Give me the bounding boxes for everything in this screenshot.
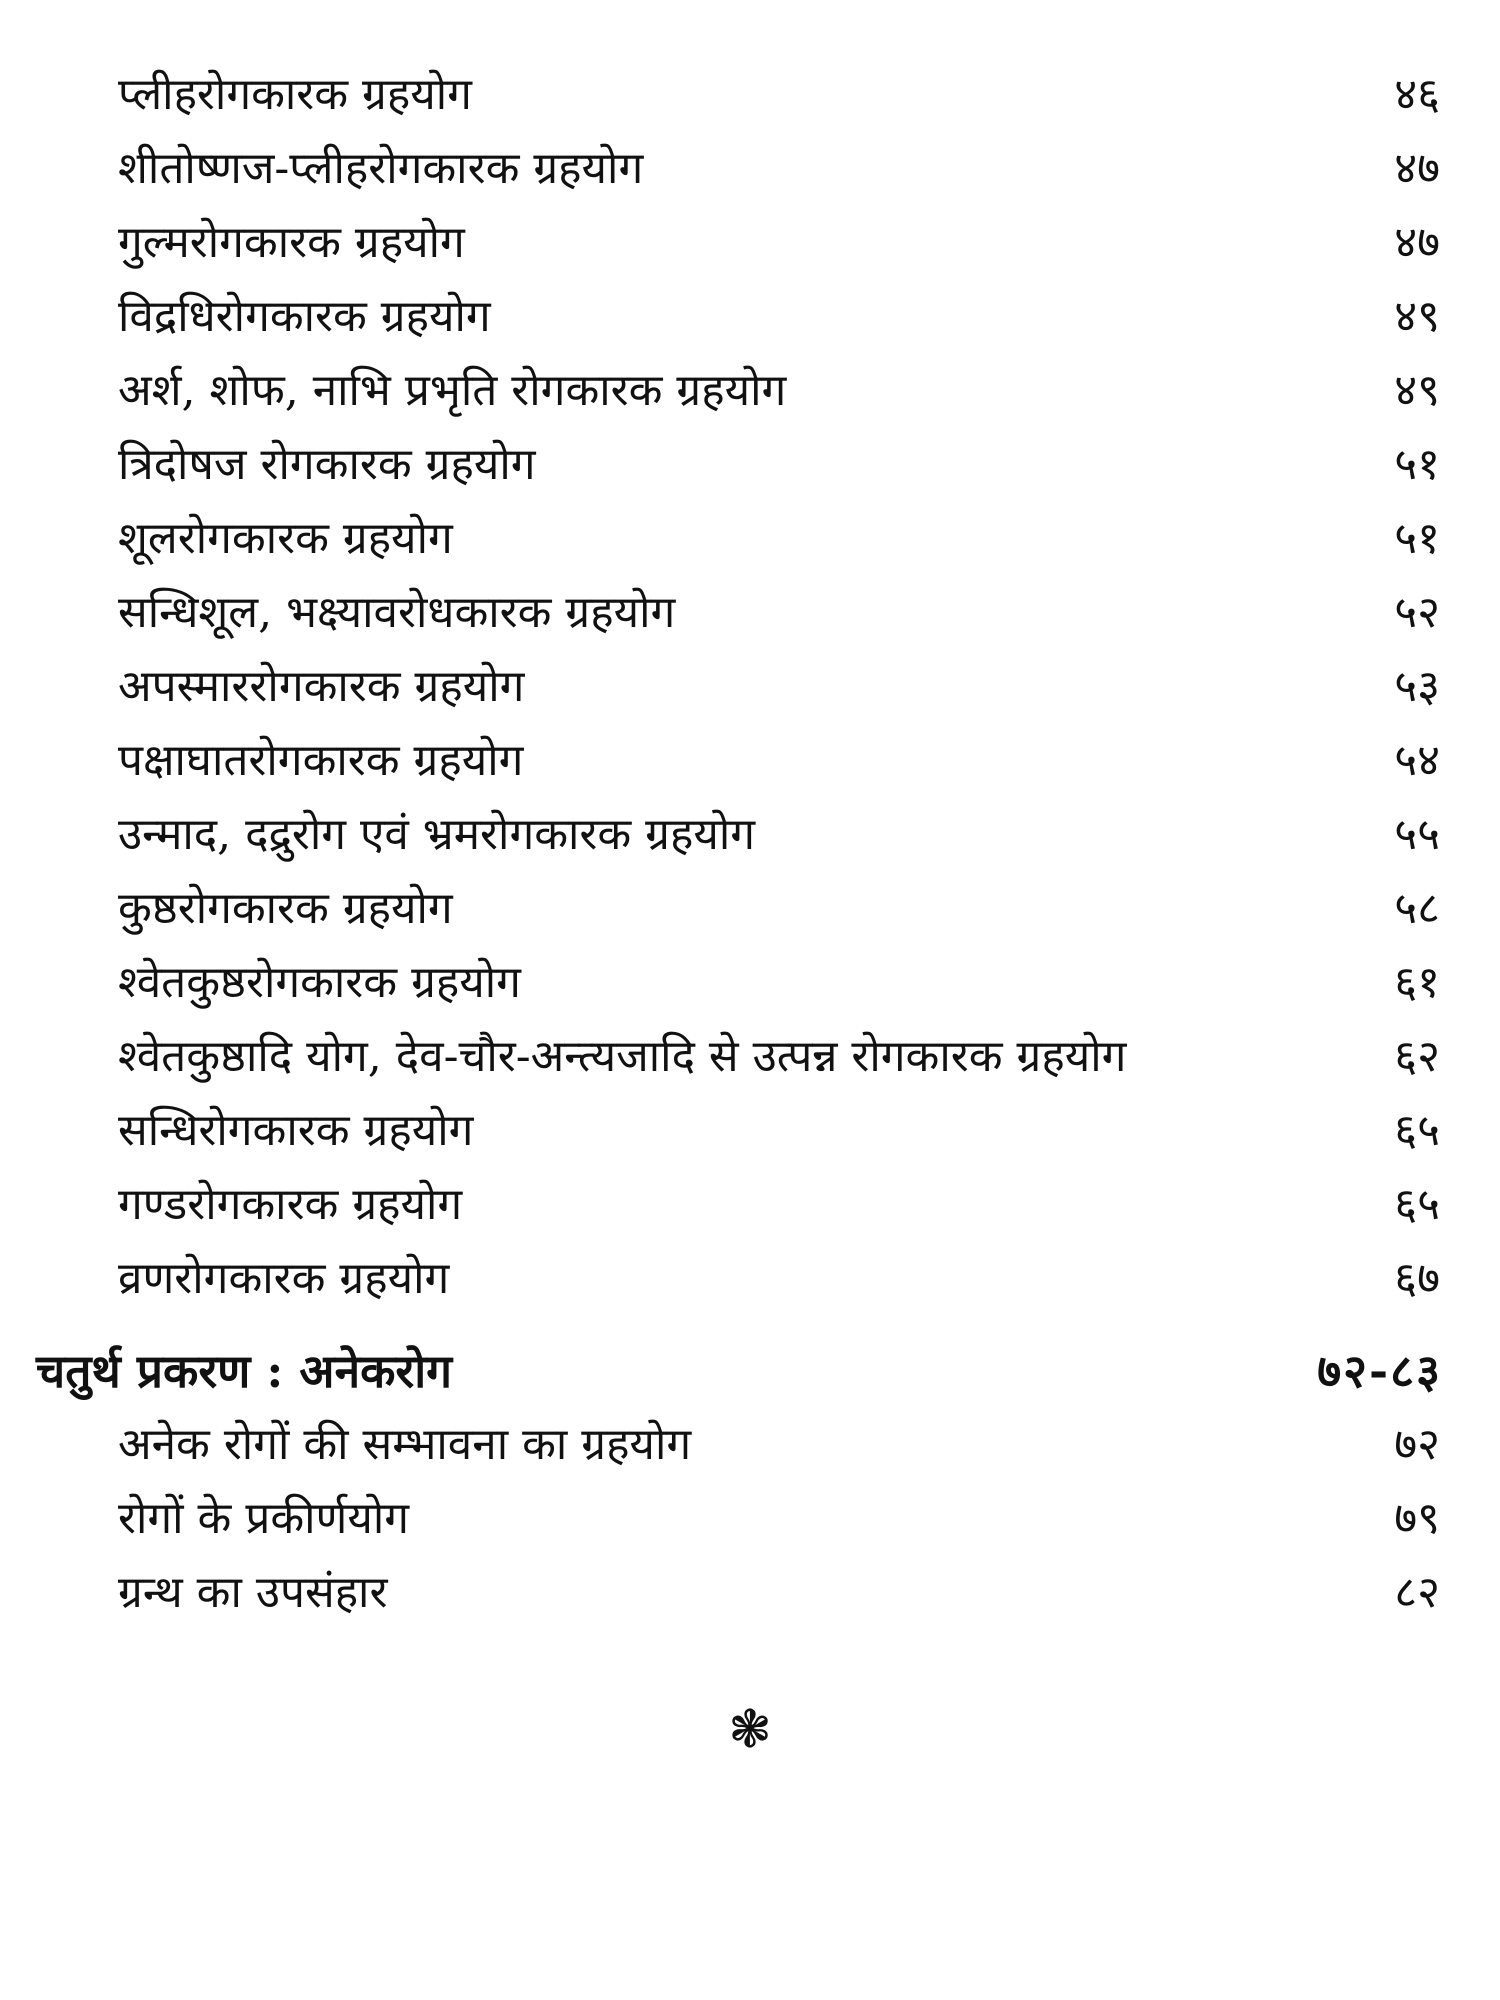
toc-entry-title: श्वेतकुष्ठादि योग, देव-चौर-अन्त्यजादि से उत्पन्न रोगकारक ग्रहयोग (118, 1031, 1127, 1082)
toc-entry-title: प्लीहरोगकारक ग्रहयोग (118, 69, 472, 120)
toc-entry-title: गण्डरोगकारक ग्रहयोग (118, 1179, 463, 1230)
toc-entry-page: ५३ (1394, 661, 1440, 712)
toc-entry-title: व्रणरोगकारक ग्रहयोग (118, 1253, 450, 1304)
toc-entry-page: ५४ (1394, 735, 1440, 786)
toc-entry (0, 1408, 1500, 1482)
toc-entry (0, 132, 1500, 206)
toc-entry-title: गुल्मरोगकारक ग्रहयोग (118, 217, 465, 268)
toc-entry-page: ४७ (1394, 217, 1440, 268)
toc-entry-page: ५५ (1394, 809, 1440, 860)
toc-entry-title: अर्श, शोफ, नाभि प्रभृति रोगकारक ग्रहयोग (118, 365, 787, 416)
toc-entry (0, 1556, 1500, 1630)
toc-entry-page: ४७ (1394, 143, 1440, 194)
toc-entry-title: श्वेतकुष्ठरोगकारक ग्रहयोग (118, 957, 521, 1008)
toc-entry (0, 206, 1500, 280)
toc-entry-page: ७९ (1394, 1493, 1440, 1544)
toc-entry (0, 650, 1500, 724)
toc-entry-page: ६५ (1394, 1105, 1440, 1156)
toc-entry-page: ४९ (1394, 291, 1440, 342)
toc-entry-title: अनेक रोगों की सम्भावना का ग्रहयोग (118, 1419, 692, 1470)
toc-entry-page: ७२ (1394, 1419, 1440, 1470)
toc-entry-page: ६२ (1394, 1031, 1440, 1082)
toc-entry (0, 1020, 1500, 1094)
toc-entry-page: ६७ (1394, 1253, 1440, 1304)
toc-entry (0, 354, 1500, 428)
flower-ornament-icon: ❃ (728, 1700, 772, 1760)
toc-entry-title: ग्रन्थ का उपसंहार (118, 1567, 388, 1618)
toc-entry-title: सन्धिरोगकारक ग्रहयोग (118, 1105, 474, 1156)
toc-entry (0, 58, 1500, 132)
toc-entry-page: ५१ (1394, 439, 1440, 490)
toc-entry-page: ४९ (1394, 365, 1440, 416)
toc-entry (0, 576, 1500, 650)
toc-entry (0, 502, 1500, 576)
toc-entry-page: ६१ (1394, 957, 1440, 1008)
table-of-contents (0, 58, 1500, 1630)
chapter-page-range: ७२-८३ (1317, 1344, 1442, 1398)
chapter-heading (0, 1334, 1500, 1408)
toc-entry-title: अपस्माररोगकारक ग्रहयोग (118, 661, 525, 712)
toc-entry (0, 1242, 1500, 1316)
toc-entry-page: ५८ (1394, 883, 1440, 934)
toc-entry-title: रोगों के प्रकीर्णयोग (118, 1493, 410, 1544)
toc-entry-page: ५१ (1394, 513, 1440, 564)
toc-entry (0, 428, 1500, 502)
toc-entry-page: ४६ (1394, 69, 1440, 120)
toc-entry-title: त्रिदोषज रोगकारक ग्रहयोग (118, 439, 536, 490)
chapter-title: चतुर्थ प्रकरण : अनेकरोग (36, 1344, 453, 1398)
toc-entry-page: ६५ (1394, 1179, 1440, 1230)
toc-entry (0, 724, 1500, 798)
toc-entry (0, 946, 1500, 1020)
toc-entry-title: विद्रधिरोगकारक ग्रहयोग (118, 291, 491, 342)
toc-entry (0, 1482, 1500, 1556)
toc-entry-title: शीतोष्णज-प्लीहरोगकारक ग्रहयोग (118, 143, 644, 194)
toc-entry-title: शूलरोगकारक ग्रहयोग (118, 513, 453, 564)
toc-entry (0, 1094, 1500, 1168)
toc-entry-page: ८२ (1394, 1567, 1440, 1618)
toc-entry-title: उन्माद, दद्रुरोग एवं भ्रमरोगकारक ग्रहयोग (118, 809, 756, 860)
toc-entry-title: पक्षाघातरोगकारक ग्रहयोग (118, 735, 524, 786)
toc-entry (0, 798, 1500, 872)
toc-entry-title: कुष्ठरोगकारक ग्रहयोग (118, 883, 453, 934)
toc-entry-title: सन्धिशूल, भक्ष्यावरोधकारक ग्रहयोग (118, 587, 676, 638)
toc-entry-page: ५२ (1394, 587, 1440, 638)
toc-entry (0, 1168, 1500, 1242)
toc-entry (0, 280, 1500, 354)
toc-entry (0, 872, 1500, 946)
